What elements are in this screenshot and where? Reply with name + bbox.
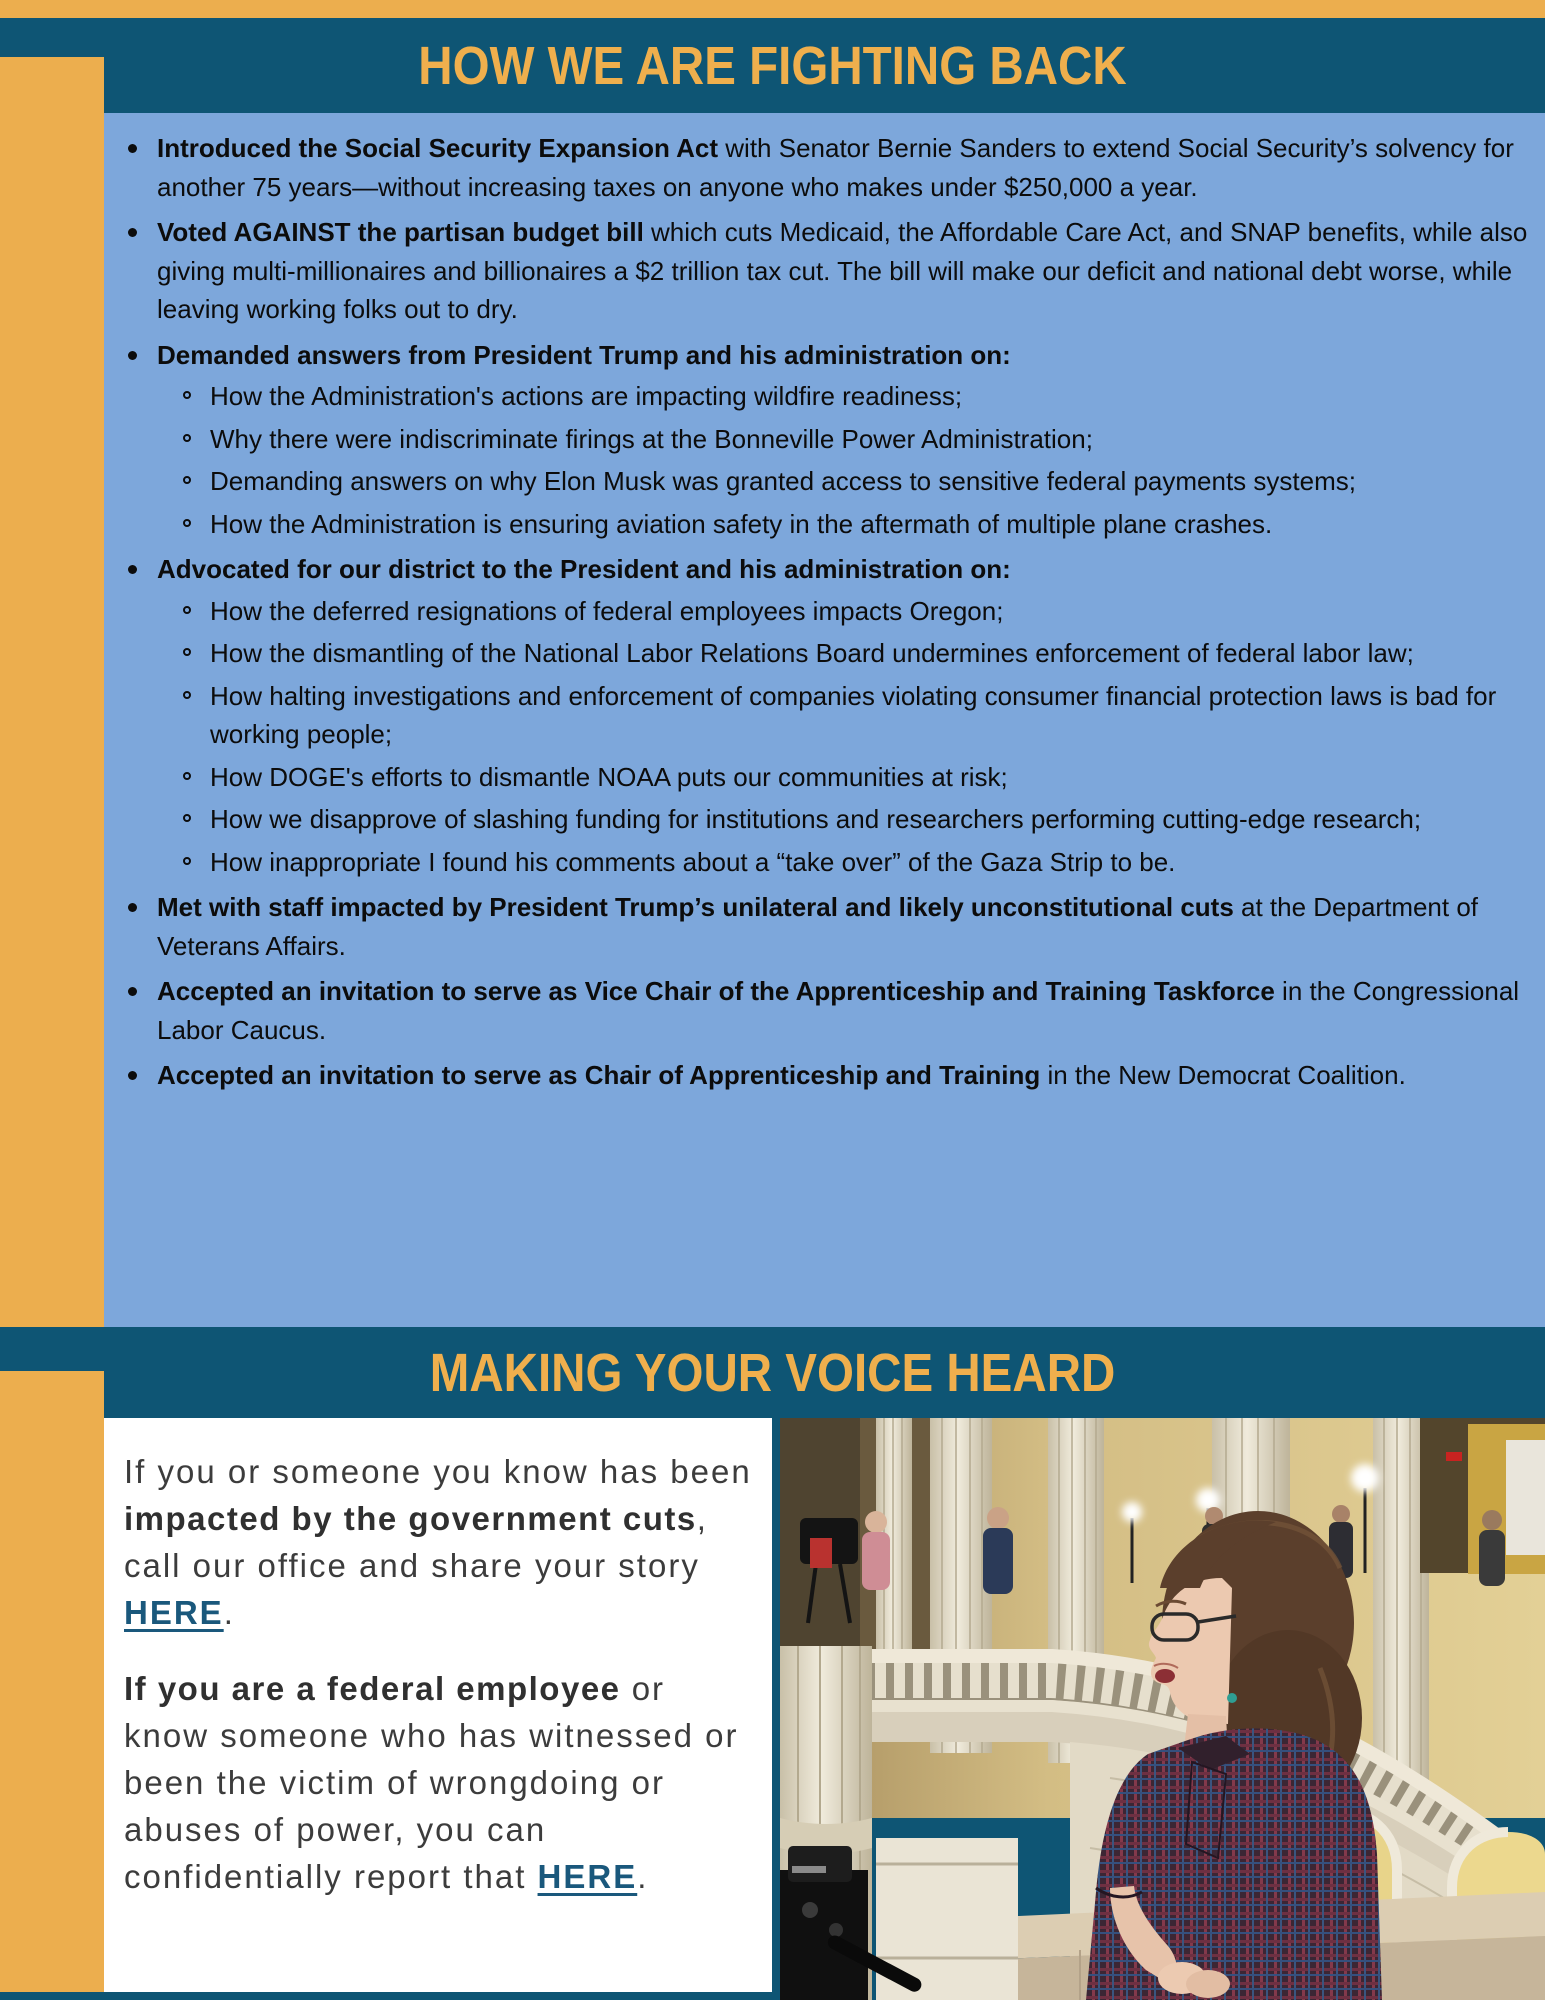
sub-list-item: How inappropriate I found his comments about a “take over” of the Gaza Strip to be. — [210, 843, 1531, 882]
impacted-paragraph: If you or someone you know has been impacted by the government cuts, call our office and share your story HERE. — [124, 1453, 752, 1631]
sub-list-item: How the deferred resignations of federal employees impacts Oregon; — [210, 592, 1531, 631]
top-gold-strip — [0, 0, 1545, 18]
list-item: Introduced the Social Security Expansion Act with Senator Bernie Sanders to extend Social Security’s solvency for another 75 years—without increasing taxes on anyone who makes under $250,000 a year. — [157, 129, 1531, 206]
gold-side-column-lower — [0, 1371, 104, 1992]
sub-list-item: Demanding answers on why Elon Musk was granted access to sensitive federal payments systems; — [210, 462, 1531, 501]
sub-list-item: How the Administration is ensuring aviation safety in the aftermath of multiple plane crashes. — [210, 505, 1531, 544]
sub-list-item: How the Administration's actions are impacting wildfire readiness; — [210, 377, 1531, 416]
list-item: Demanded answers from President Trump and his administration on: How the Administration's actions are impacting wildfire readiness; Why there were indiscriminate firings at the Bonneville Power Administration; Demanding answers on why Elon Musk was granted access to sensitive federal payments systems; How the Administration is ensuring aviation safety in the aftermath of multiple plane crashes. — [157, 336, 1531, 544]
sub-list-item: How halting investigations and enforcement of companies violating consumer financial protection laws is bad for working people; — [210, 677, 1531, 754]
sub-list-item: How we disapprove of slashing funding for institutions and researchers performing cutting-edge research; — [210, 800, 1531, 839]
share-story-here-link[interactable]: HERE — [124, 1594, 224, 1631]
list-item: Advocated for our district to the President and his administration on: How the deferred resignations of federal employees impacts Oregon; How the dismantling of the National Labor Relations Board undermines enforcement of federal labor law; How halting investigations and enforcement of companies violating consumer financial protection laws is bad for working people; How DOGE's efforts to dismantle NOAA puts our communities at risk; How we disapprove of slashing funding for institutions and researchers performing cutting-edge research; How inappropriate I found his comments about a “take over” of the Gaza Strip to be. — [157, 550, 1531, 881]
voice-heard-header-band — [0, 1327, 1545, 1418]
exit-sign — [1446, 1452, 1462, 1461]
list-item: Met with staff impacted by President Trump’s unilateral and likely unconstitutional cuts at the Department of Veterans Affairs. — [157, 888, 1531, 965]
sub-list-item: How DOGE's efforts to dismantle NOAA puts our communities at risk; — [210, 758, 1531, 797]
list-item: Accepted an invitation to serve as Chair of Apprenticeship and Training in the New Democrat Coalition. — [157, 1056, 1531, 1095]
federal-employee-paragraph: If you are a federal employee or know someone who has witnessed or been the victim of wrongdoing or abuses of power, you can confidentially report that HERE. — [124, 1670, 739, 1895]
sub-list-item: How the dismantling of the National Labor Relations Board undermines enforcement of federal labor law; — [210, 634, 1531, 673]
fighting-back-header-band — [0, 18, 1545, 113]
report-here-link[interactable]: HERE — [537, 1858, 638, 1895]
sub-list — [157, 592, 1531, 882]
rotunda-photo — [780, 1418, 1545, 2000]
sub-list — [157, 377, 1531, 543]
rotunda-photo-svg — [780, 1418, 1545, 2000]
voice-heard-title: MAKING YOUR VOICE HEARD — [429, 1342, 1116, 1403]
accomplishments-list — [157, 129, 1531, 1095]
sub-list-item: Why there were indiscriminate firings at the Bonneville Power Administration; — [210, 420, 1531, 459]
fighting-back-title: HOW WE ARE FIGHTING BACK — [418, 35, 1127, 96]
earring — [1227, 1693, 1237, 1703]
list-item: Accepted an invitation to serve as Vice Chair of the Apprenticeship and Training Taskforce in the Congressional Labor Caucus. — [157, 972, 1531, 1049]
gold-side-column-upper — [0, 57, 104, 1327]
list-item: Voted AGAINST the partisan budget bill which cuts Medicaid, the Affordable Care Act, and SNAP benefits, while also giving multi-millionaires and billionaires a $2 trillion tax cut. The bill will make our deficit and national debt worse, while leaving working folks out to dry. — [157, 213, 1531, 329]
fighting-back-content — [104, 113, 1545, 1327]
voice-heard-text-panel — [104, 1418, 772, 1992]
